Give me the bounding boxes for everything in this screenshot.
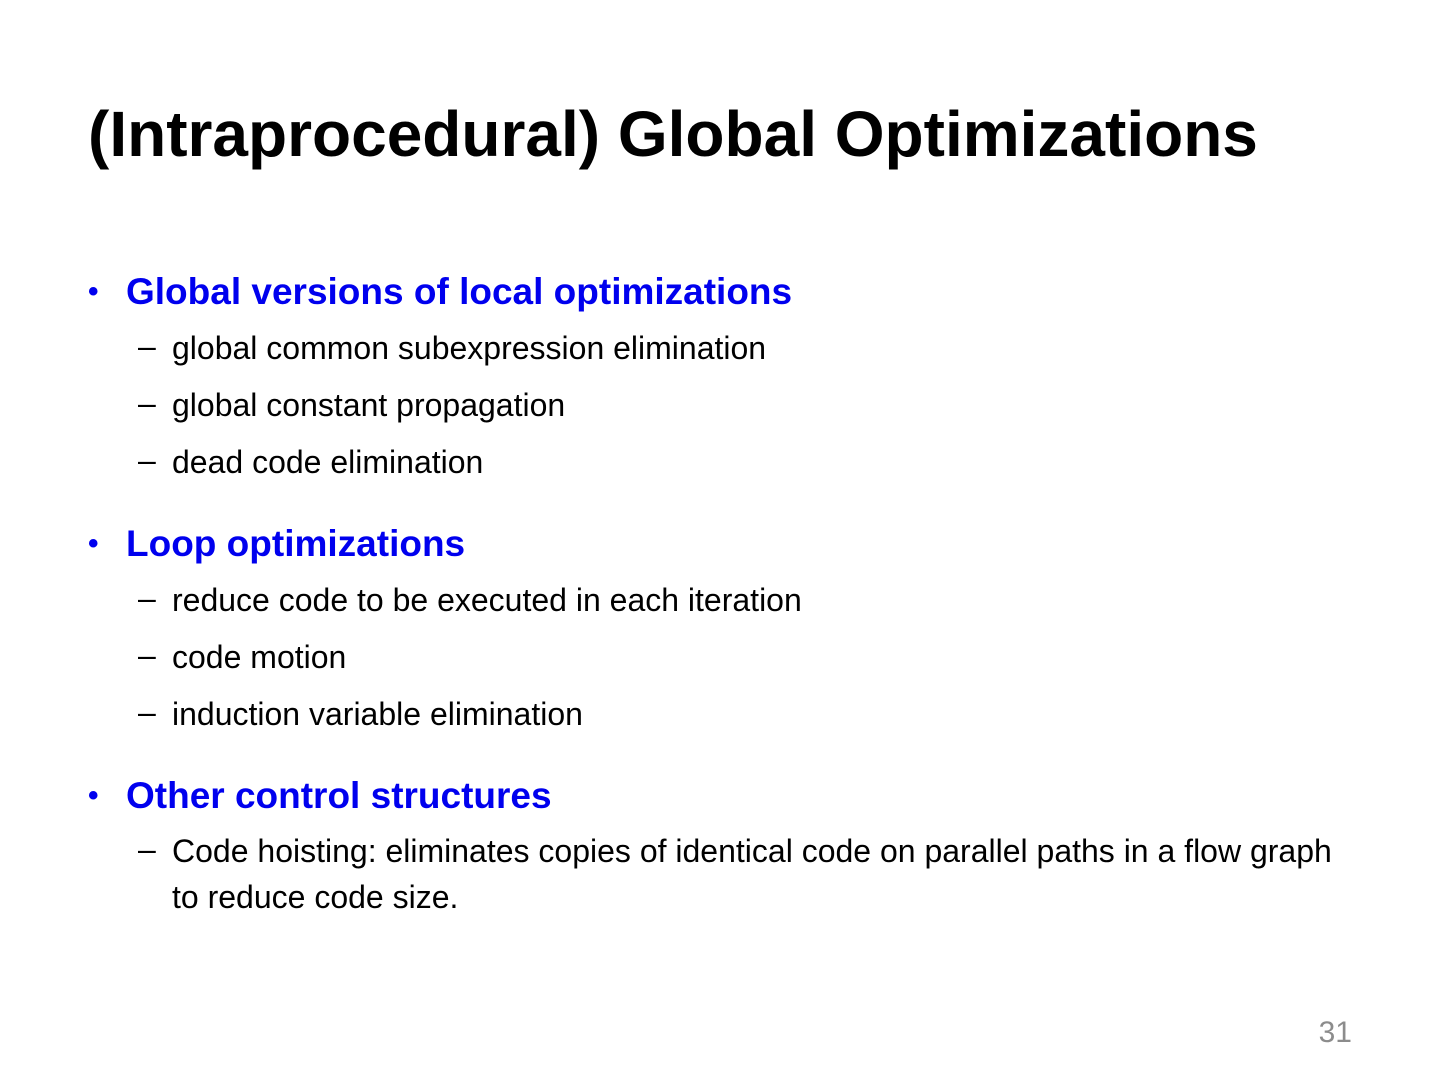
bullet-dot-icon: • [88, 275, 99, 308]
bullet-heading [88, 520, 1378, 568]
sub-bullet-list [88, 324, 1378, 486]
bullet-list [88, 268, 1378, 954]
sub-bullet-item [88, 438, 1378, 486]
bullet-section [88, 772, 1378, 920]
bullet-heading-text: Global versions of local optimizations [126, 271, 793, 312]
bullet-section [88, 268, 1378, 486]
sub-bullet-item [88, 690, 1378, 738]
bullet-dot-icon: • [88, 779, 99, 812]
dash-icon: – [138, 442, 156, 478]
dash-icon: – [138, 831, 156, 867]
dash-icon: – [138, 694, 156, 730]
dash-icon: – [138, 385, 156, 421]
dash-icon: – [138, 328, 156, 364]
sub-bullet-text: global constant propagation [172, 387, 566, 423]
sub-bullet-text: code motion [172, 639, 347, 675]
sub-bullet-item [88, 828, 1352, 920]
sub-bullet-item [88, 381, 1378, 429]
bullet-section [88, 520, 1378, 738]
sub-bullet-list [88, 576, 1378, 738]
bullet-heading-text: Other control structures [126, 775, 552, 816]
sub-bullet-text: dead code elimination [172, 444, 484, 480]
sub-bullet-text: Code hoisting: eliminates copies of identical code on parallel paths in a flow graph to reduce code size. [172, 833, 1332, 915]
sub-bullet-item [88, 633, 1378, 681]
bullet-heading-text: Loop optimizations [126, 523, 466, 564]
bullet-heading [88, 772, 1378, 820]
sub-bullet-text: induction variable elimination [172, 696, 583, 732]
slide-title: (Intraprocedural) Global Optimizations [88, 98, 1258, 170]
sub-bullet-item [88, 324, 1378, 372]
sub-bullet-list [88, 828, 1378, 920]
sub-bullet-text: global common subexpression elimination [172, 330, 767, 366]
bullet-dot-icon: • [88, 527, 99, 560]
bullet-heading [88, 268, 1378, 316]
sub-bullet-text: reduce code to be executed in each iteration [172, 582, 802, 618]
page-number: 31 [1318, 1016, 1352, 1049]
sub-bullet-item [88, 576, 1378, 624]
dash-icon: – [138, 580, 156, 616]
dash-icon: – [138, 637, 156, 673]
